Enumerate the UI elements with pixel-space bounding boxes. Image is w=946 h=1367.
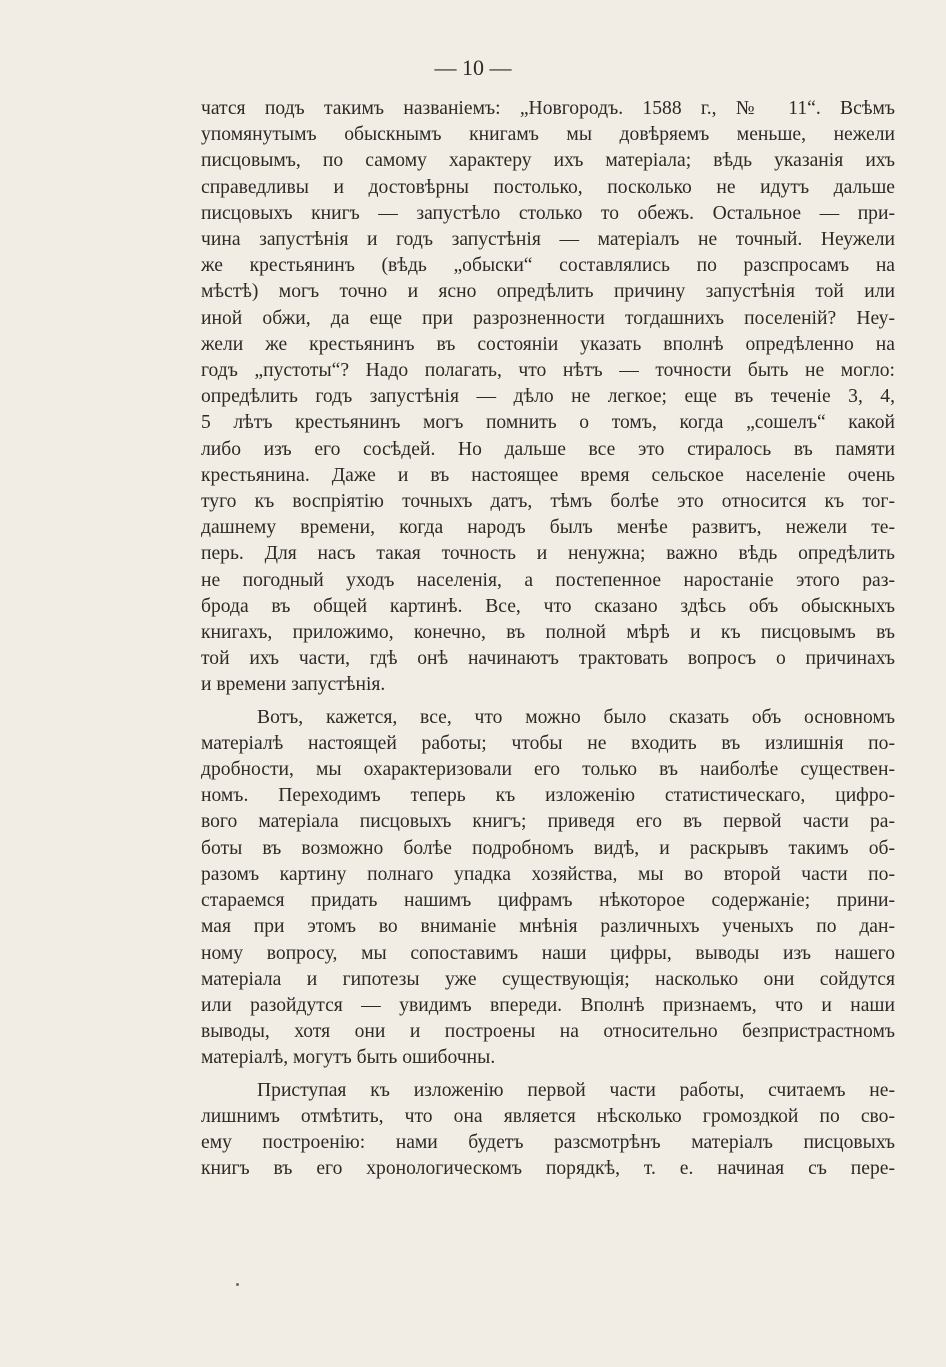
paper-speck bbox=[236, 1283, 239, 1286]
text-line: перь. Для насъ такая точность и ненужна; важно вѣдь опредѣлить bbox=[201, 543, 895, 565]
text-line: дробности, мы охарактеризовали его только въ наиболѣе существен- bbox=[201, 759, 895, 781]
text-line: дашнему времени, когда народъ былъ менѣе развитъ, нежели те- bbox=[201, 517, 895, 539]
text-line: писцовыхъ книгъ — запустѣло столько то обежъ. Остальное — при- bbox=[201, 202, 895, 224]
text-line: либо изъ его сосѣдей. Но дальше все это стиралось въ памяти bbox=[201, 438, 895, 460]
text-line: ему построенію: нами будетъ разсмотрѣнъ матеріалъ писцовыхъ bbox=[201, 1131, 895, 1153]
text-line: туго къ воспріятію точныхъ датъ, тѣмъ болѣе это относится къ тог- bbox=[201, 491, 895, 513]
text-line: или разойдутся — увидимъ впереди. Вполнѣ признаемъ, что и наши bbox=[201, 994, 895, 1016]
page-number: — 10 — bbox=[434, 55, 512, 80]
text-line: вого матеріала писцовыхъ книгъ; приведя его въ первой части ра- bbox=[201, 811, 895, 833]
text-line: 5 лѣтъ крестьянинъ могъ помнить о томъ, когда „сошелъ“ какой bbox=[201, 412, 895, 434]
body-text bbox=[201, 96, 895, 1182]
text-line: лишнимъ отмѣтить, что она является нѣсколько громоздкой по сво- bbox=[201, 1105, 895, 1127]
text-line: стараемся придать нашимъ цифрамъ нѣкоторое содержаніе; прини- bbox=[201, 890, 895, 912]
text-line: матеріалѣ, могутъ быть ошибочны. bbox=[201, 1047, 496, 1069]
text-line: справедливы и достовѣрны постолько, посколько не идутъ дальше bbox=[201, 176, 895, 198]
paragraph bbox=[201, 705, 895, 1072]
text-line: ному вопросу, мы сопоставимъ наши цифры, выводы изъ нашего bbox=[201, 942, 895, 964]
text-line: книгъ въ его хронологическомъ порядкѣ, т. е. начиная съ пере- bbox=[201, 1158, 895, 1180]
paragraph bbox=[201, 96, 895, 699]
text-line: писцовымъ, по самому характеру ихъ матеріала; вѣдь указанія ихъ bbox=[201, 150, 895, 172]
text-line: Приступая къ изложенію первой части работы, считаемъ не- bbox=[257, 1079, 895, 1101]
text-line: номъ. Переходимъ теперь къ изложенію статистическаго, цифро- bbox=[201, 785, 895, 807]
text-line: опредѣлить годъ запустѣнія — дѣло не легкое; еще въ теченіе 3, 4, bbox=[201, 386, 895, 408]
text-line: книгахъ, приложимо, конечно, въ полной мѣрѣ и къ писцовымъ въ bbox=[201, 622, 895, 644]
text-line: крестьянина. Даже и въ настоящее время сельское населеніе очень bbox=[201, 464, 895, 486]
text-line: иной обжи, да еще при разрозненности тогдашнихъ поселеній? Неу- bbox=[201, 307, 895, 329]
text-line: брода въ общей картинѣ. Все, что сказано здѣсь объ обыскныхъ bbox=[201, 595, 895, 617]
text-line: разомъ картину полнаго упадка хозяйства, мы во второй части по- bbox=[201, 863, 895, 885]
text-line: боты въ возможно болѣе подробномъ видѣ, и раскрывъ такимъ об- bbox=[201, 837, 895, 859]
text-line: мая при этомъ во вниманіе мнѣнія различныхъ ученыхъ по дан- bbox=[201, 916, 895, 938]
paragraph bbox=[201, 1078, 895, 1183]
text-line: не погодный уходъ населенія, а постепенное наростаніе этого раз- bbox=[201, 569, 895, 591]
text-line: мѣстѣ) могъ точно и ясно опредѣлить причину запустѣнія той или bbox=[201, 281, 895, 303]
text-line: выводы, хотя они и построены на относительно безпристрастномъ bbox=[201, 1021, 895, 1043]
text-line: матеріалѣ настоящей работы; чтобы не входить въ излишнія по- bbox=[201, 732, 895, 754]
text-line: матеріала и гипотезы уже существующія; насколько они сойдутся bbox=[201, 968, 895, 990]
text-line: чина запустѣнія и годъ запустѣнія — матеріалъ не точный. Неужели bbox=[201, 229, 895, 251]
text-line: годъ „пустоты“? Надо полагать, что нѣтъ — точности быть не могло: bbox=[201, 360, 895, 382]
text-line: жели же крестьянинъ въ состояніи указать вполнѣ опредѣленно на bbox=[201, 333, 895, 355]
text-line: и времени запустѣнія. bbox=[201, 674, 386, 696]
text-line: же крестьянинъ (вѣдь „обыски“ составлялись по разспросамъ на bbox=[201, 255, 895, 277]
text-line: Вотъ, кажется, все, что можно было сказать объ основномъ bbox=[257, 706, 895, 728]
text-line: упомянутымъ обыскнымъ книгамъ мы довѣряемъ меньше, нежели bbox=[201, 124, 895, 146]
text-line: чатся подъ такимъ названіемъ: „Новгородъ. 1588 г., № 11“. Всѣмъ bbox=[201, 98, 895, 119]
text-line: той ихъ части, гдѣ онѣ начинаютъ трактовать вопросъ о причинахъ bbox=[201, 648, 895, 670]
